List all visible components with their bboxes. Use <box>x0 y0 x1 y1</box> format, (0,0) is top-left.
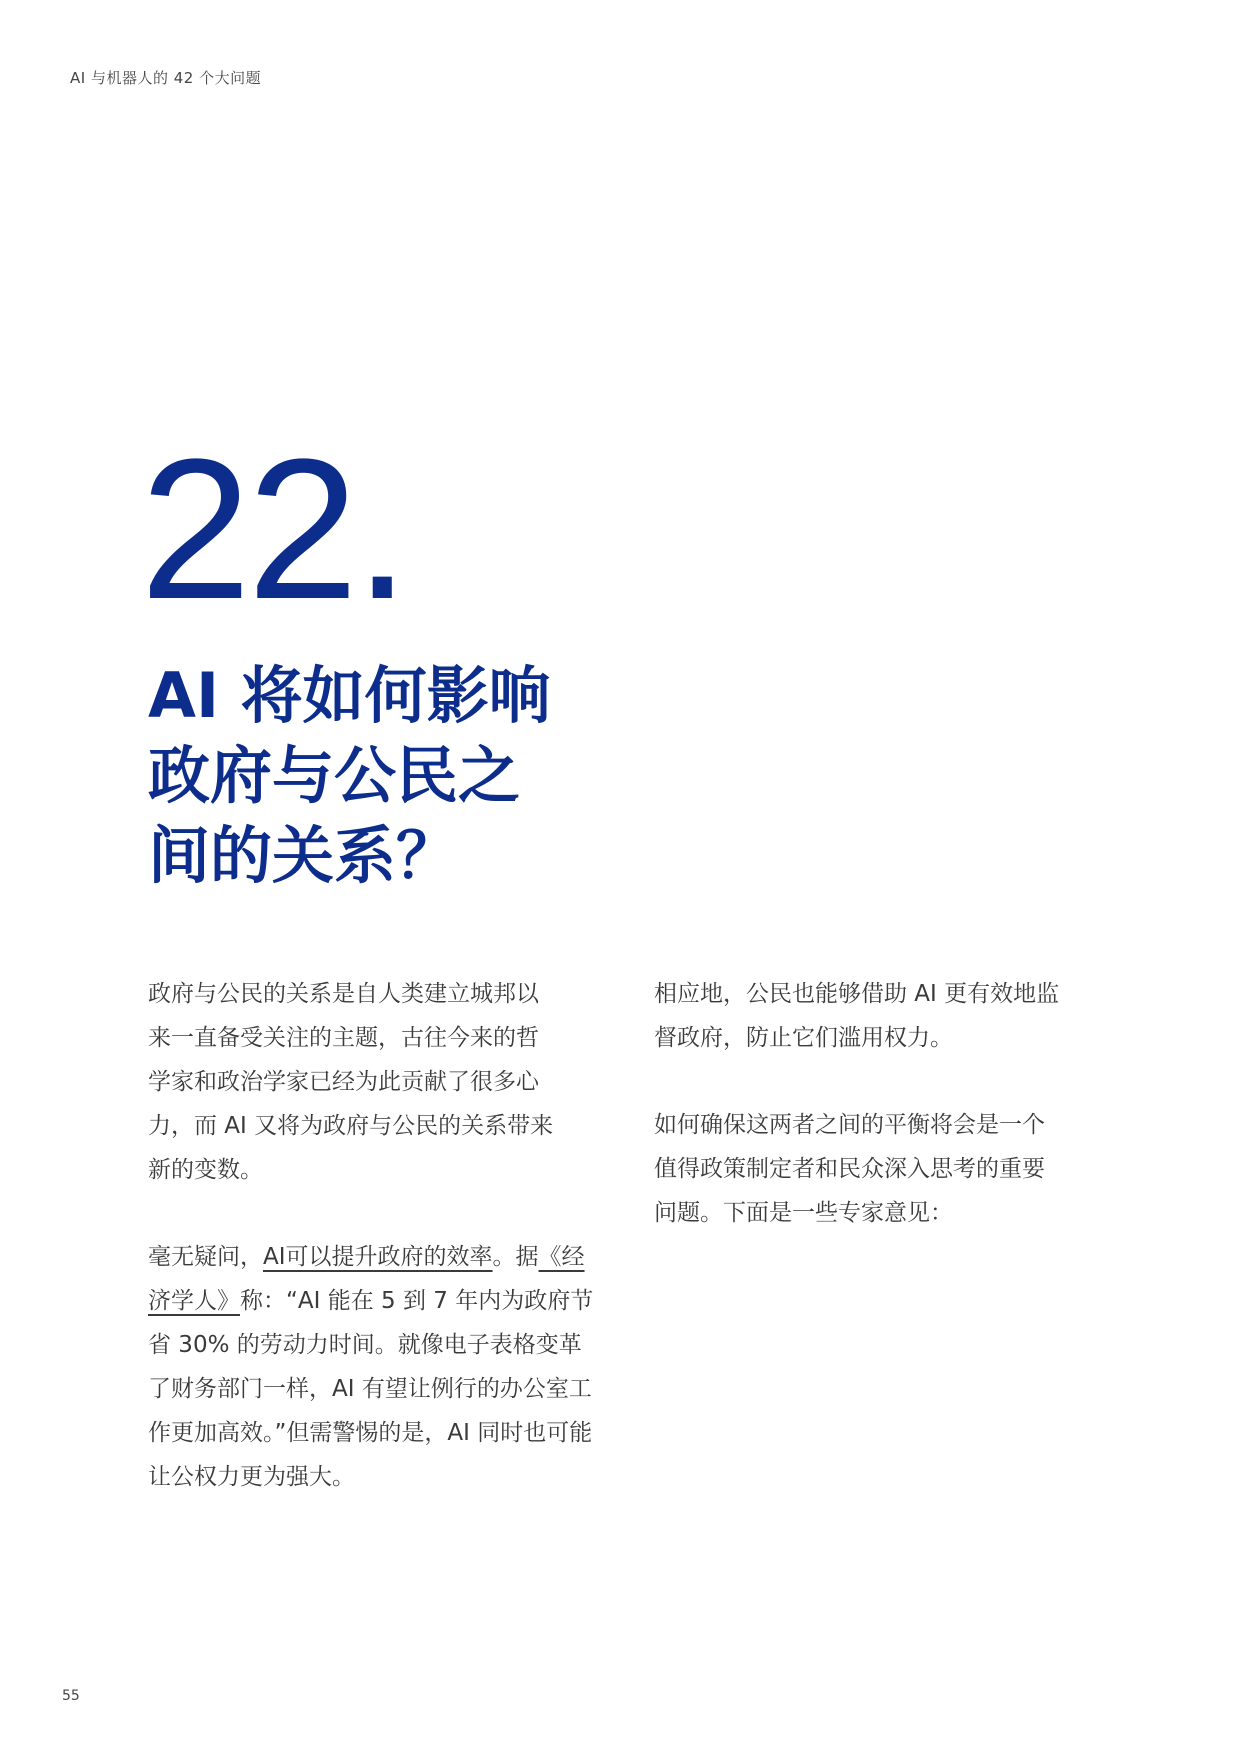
body-column-left <box>148 972 598 1542</box>
body-column-right <box>654 972 1104 1278</box>
paragraph: 如何确保这两者之间的平衡将会是一个 值得政策制定者和民众深入思考的重要 问题。下面是一些专家意见： <box>654 1112 1045 1226</box>
paragraph-text: 称：“AI 能在 5 到 7 年内为政府节省 30% 的劳动力时间。就像电子表格变革了财务部门一样，AI 有望让例行的办公室工作更加高效。”但需警惕的是，AI 同时也可能让公权力更为强大。 <box>148 1288 594 1490</box>
running-header: AI 与机器人的 42 个大问题 <box>70 69 262 87</box>
economist-link[interactable]: 《经济学人》 <box>148 1244 585 1314</box>
page-number: 55 <box>62 1688 80 1704</box>
paragraph: 相应地，公民也能够借助 AI 更有效地监 督政府，防止它们滥用权力。 <box>654 981 1060 1051</box>
paragraph-text: 。据 <box>492 1244 539 1270</box>
chapter-title-line: AI 将如何影响 <box>148 659 551 732</box>
chapter-title-line: 政府与公民之 <box>148 739 521 812</box>
paragraph: 政府与公民的关系是自人类建立城邦以 来一直备受关注的主题，古往今来的哲 学家和政治学家已经为此贡献了很多心 力，而 AI 又将为政府与公民的关系带来 新的变数。 <box>148 981 554 1183</box>
paragraph-text: 毫无疑问， <box>148 1244 263 1270</box>
chapter-number: 22. <box>140 418 407 641</box>
efficiency-link[interactable]: AI可以提升政府的效率 <box>263 1244 493 1270</box>
chapter-title-line: 间的关系？ <box>148 819 459 892</box>
paragraph <box>148 1235 598 1499</box>
chapter-title <box>148 656 608 896</box>
